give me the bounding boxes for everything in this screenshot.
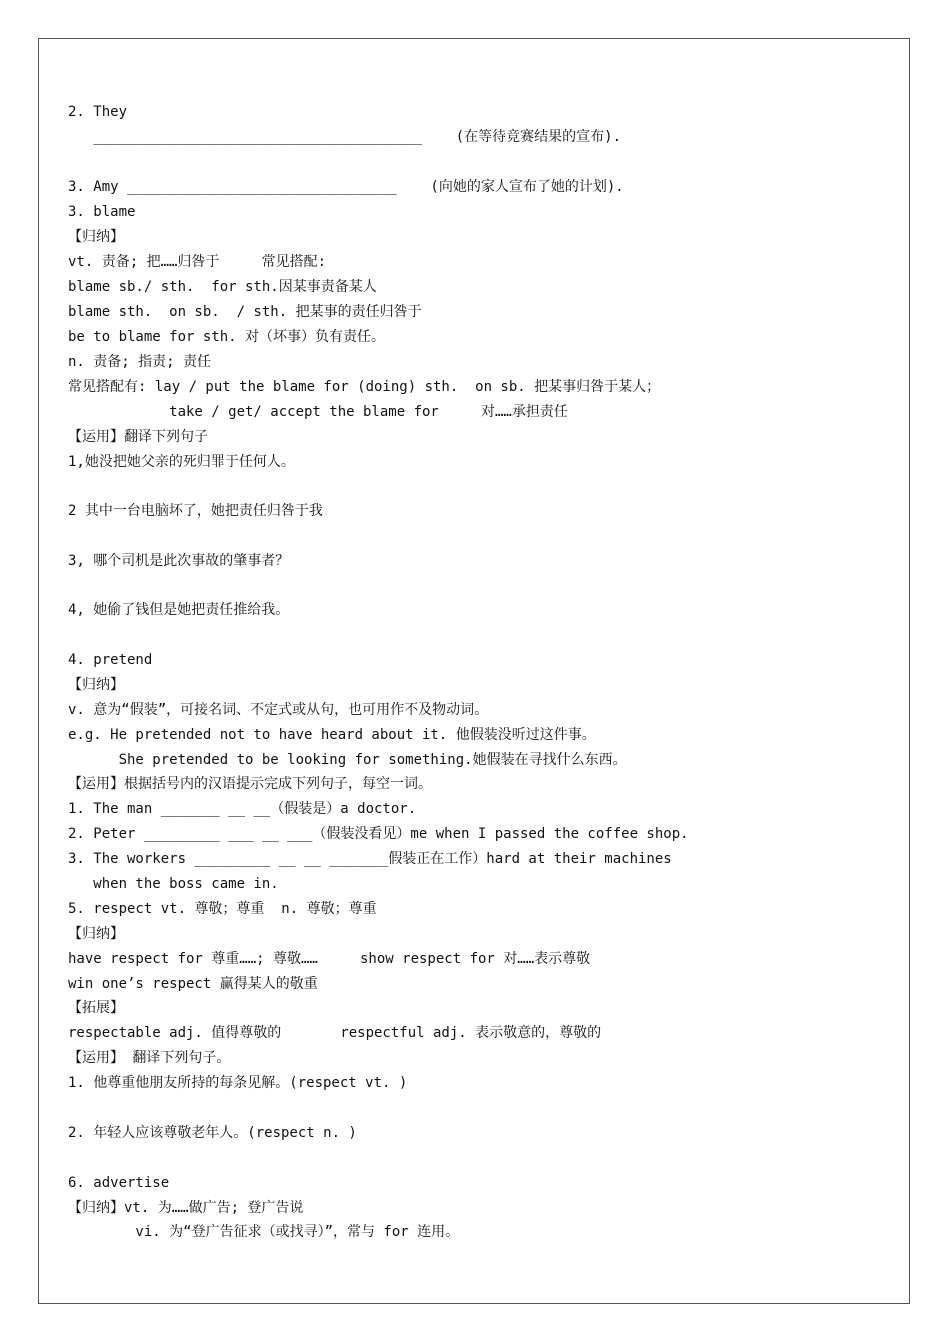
section-heading: 5. respect vt. 尊敬；尊重 n. 尊敬；尊重: [68, 901, 377, 917]
label-extension: 【拓展】: [68, 1000, 124, 1016]
text-line: win one’s respect 赢得某人的敬重: [68, 976, 318, 992]
text-line: vi. 为“登广告征求（或找寻）”，常与 for 连用。: [68, 1224, 460, 1240]
text-line: 常见搭配有: lay / put the blame for (doing) sth. on sb. 把某事归咎于某人；: [68, 379, 661, 395]
text-line: _______________________________________ (在等待竞赛结果的宣布).: [68, 129, 622, 145]
text-line: respectable adj. 值得尊敬的 respectful adj. 表示敬意的，尊敬的: [68, 1025, 602, 1041]
text-line: take / get/ accept the blame for 对……承担责任: [68, 404, 568, 420]
label-practice: 【运用】 翻译下列句子。: [68, 1050, 231, 1066]
label-summary: 【归纳】: [68, 926, 124, 942]
text-line: blame sth. on sb. / sth. 把某事的责任归咎于: [68, 304, 422, 320]
exercise-item: 3, 哪个司机是此次事故的肇事者？: [68, 553, 290, 569]
text-line: have respect for 尊重……; 尊敬…… show respect for 对……表示尊敬: [68, 951, 591, 967]
exercise-item: 2 其中一台电脑坏了，她把责任归咎于我: [68, 503, 323, 519]
exercise-item: 2. Peter _________ ___ __ ___（假装没看见）me when I passed the coffee shop.: [68, 826, 689, 842]
section-heading: 3. blame: [68, 204, 136, 220]
exercise-item: 1,她没把她父亲的死归罪于任何人。: [68, 454, 295, 470]
text-line: be to blame for sth. 对（坏事）负有责任。: [68, 329, 386, 345]
text-line: e.g. He pretended not to have heard about it. 他假装没听过这件事。: [68, 727, 596, 743]
exercise-item: 3. The workers _________ __ __ _______假装正在工作）hard at their machines: [68, 851, 672, 867]
text-line: 3. Amy ________________________________ (向她的家人宣布了她的计划).: [68, 179, 624, 195]
label-summary: 【归纳】: [68, 677, 124, 693]
exercise-item: when the boss came in.: [68, 876, 279, 892]
text-line: vt. 责备; 把……归咎于 常见搭配:: [68, 254, 327, 270]
label-practice: 【运用】根据括号内的汉语提示完成下列句子，每空一词。: [68, 776, 432, 792]
exercise-item: 1. 他尊重他朋友所持的每条见解。(respect vt. ): [68, 1075, 408, 1091]
label-summary: 【归纳】: [68, 229, 124, 245]
page-border: [38, 38, 910, 1304]
text-line: v. 意为“假装”，可接名词、不定式或从句，也可用作不及物动词。: [68, 702, 489, 718]
exercise-item: 1. The man _______ __ __（假装是）a doctor.: [68, 801, 417, 817]
section-heading: 6. advertise: [68, 1175, 170, 1191]
section-heading: 4. pretend: [68, 652, 153, 668]
label-practice: 【运用】翻译下列句子: [68, 429, 208, 445]
text-line: 2. They: [68, 104, 128, 120]
label-summary: 【归纳】vt. 为……做广告; 登广告说: [68, 1200, 304, 1216]
text-line: blame sb./ sth. for sth.因某事责备某人: [68, 279, 377, 295]
exercise-item: 2. 年轻人应该尊敬老年人。(respect n. ): [68, 1125, 357, 1141]
text-line: She pretended to be looking for something.她假装在寻找什么东西。: [68, 752, 627, 768]
exercise-item: 4, 她偷了钱但是她把责任推给我。: [68, 602, 290, 618]
text-line: n. 责备; 指责; 责任: [68, 354, 212, 370]
